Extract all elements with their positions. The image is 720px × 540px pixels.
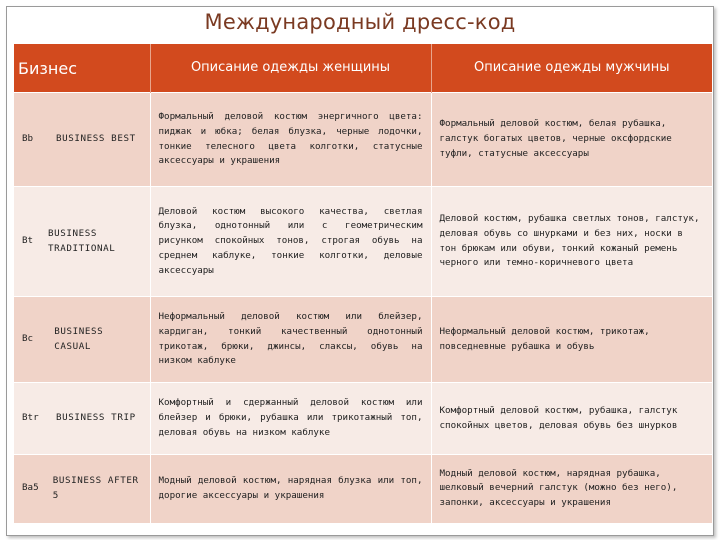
women-description: Деловой костюм высокого качества, светлая блузка, однотонный или с геометрическим рисунком спокойных тонов, строгая обувь на среднем каблуке, тонкие колготки, деловые аксессуары: [150, 187, 431, 297]
women-description: Модный деловой костюм, нарядная блузка или топ, дорогие аксессуары и украшения: [150, 455, 431, 523]
business-code: Ba5: [22, 482, 39, 494]
business-code: Btr: [22, 412, 39, 424]
table-row: [14, 383, 712, 455]
business-name: BUSINESS TRIP: [56, 412, 136, 424]
table-row: [14, 297, 712, 383]
business-name: BUSINESS BEST: [56, 133, 136, 145]
men-description: Формальный деловой костюм, белая рубашка, галстук богатых цветов, черные оксфордские туфли, статусные аксессуары: [431, 93, 712, 187]
business-code: Bb: [22, 133, 34, 145]
business-name: BUSINESS TRADITIONAL: [47, 227, 116, 254]
table-row: [14, 93, 712, 187]
women-description: Формальный деловой костюм энергичного цвета: пиджак и юбка; белая блузка, черные лодочки, тонкие телесного цвета колготки, статусные аксессуары и украшения: [150, 93, 431, 187]
header-women: Описание одежды женщины: [150, 44, 431, 93]
women-description: Неформальный деловой костюм или блейзер, кардиган, тонкий качественный однотонный трикотаж, брюки, джинсы, слаксы, обувь на низком каблуке: [150, 297, 431, 383]
business-cell: [14, 297, 150, 383]
men-description: Неформальный деловой костюм, трикотаж, повседневные рубашка и обувь: [431, 297, 712, 383]
business-cell: [14, 455, 150, 523]
header-men: Описание одежды мужчины: [431, 44, 712, 93]
table-row: [14, 187, 712, 297]
women-description: Комфортный и сдержанный деловой костюм или блейзер и брюки, рубашка или трикотажный топ, деловая обувь на низком каблуке: [150, 383, 431, 455]
business-cell: [14, 383, 150, 455]
slide-title: Международный дресс-код: [204, 10, 516, 34]
table-row: [14, 455, 712, 523]
business-code: Bc: [22, 333, 34, 345]
business-name: BUSINESS AFTER 5: [52, 475, 139, 501]
business-cell: [14, 93, 150, 187]
men-description: Комфортный деловой костюм, рубашка, галстук спокойных цветов, деловая обувь без шнурков: [431, 383, 712, 455]
header-row: [14, 44, 712, 93]
dress-code-table: [14, 44, 713, 523]
header-business: Бизнес: [14, 44, 150, 93]
business-cell: [14, 187, 150, 297]
business-name: BUSINESS CASUAL: [54, 325, 104, 352]
men-description: Модный деловой костюм, нарядная рубашка, шелковый вечерний галстук (можно без него), запонки, аксессуары и украшения: [431, 455, 712, 523]
business-code: Bt: [22, 235, 34, 247]
men-description: Деловой костюм, рубашка светлых тонов, галстук, деловая обувь со шнурками и без них, носки в тон брюкам или обуви, тонкий кожаный ремень черного или темно-коричневого цвета: [431, 187, 712, 297]
